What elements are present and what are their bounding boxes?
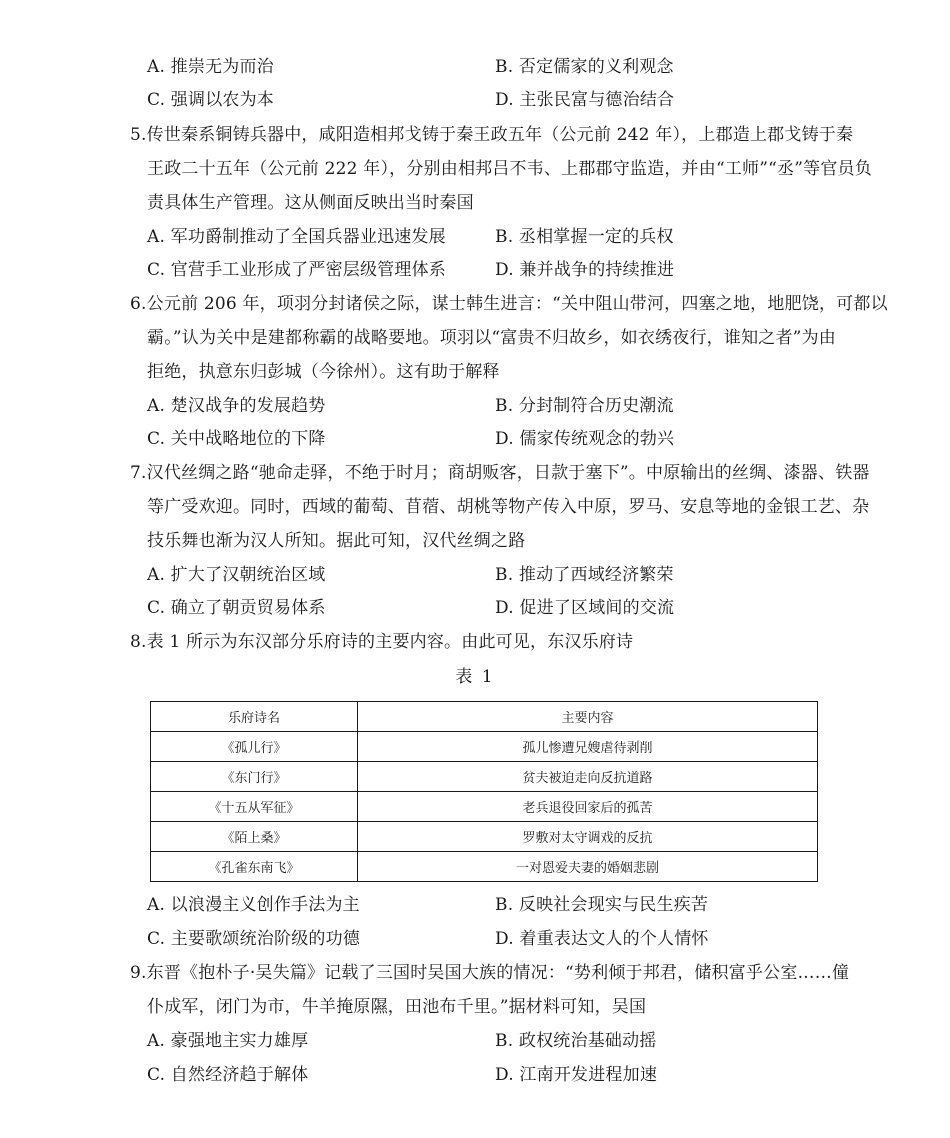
q7-stem-line-3: 技乐舞也渐为汉人所知。据此可知，汉代丝绸之路	[147, 531, 526, 551]
q5-option-d: D. 兼并战争的持续推进	[495, 260, 675, 280]
table-cell-content: 一对恩爱夫妻的婚姻悲剧	[358, 852, 818, 882]
table-header-main-content: 主要内容	[358, 702, 818, 732]
q4-option-b: B. 否定儒家的义利观念	[495, 57, 674, 77]
q6-stem-line-2: 霸。”认为关中是建都称霸的战略要地。项羽以“富贵不归故乡，如衣绣夜行，谁知之者”为由	[147, 328, 836, 348]
table-row	[151, 762, 818, 792]
q4-option-a: A. 推崇无为而治	[147, 57, 274, 77]
q6-option-c: C. 关中战略地位的下降	[147, 429, 326, 449]
table-row	[151, 852, 818, 882]
q6-option-b: B. 分封制符合历史潮流	[495, 396, 674, 416]
table-cell-poem: 《孔雀东南飞》	[151, 852, 358, 882]
table-cell-poem: 《东门行》	[151, 762, 358, 792]
table-header-poem-name: 乐府诗名	[151, 702, 358, 732]
q7-option-d: D. 促进了区域间的交流	[495, 598, 675, 618]
q9-stem-line-1: 9.东晋《抱朴子·吴失篇》记载了三国时吴国大族的情况：“势利倾于邦君，储积富乎公室……僮	[130, 963, 850, 983]
q9-option-b: B. 政权统治基础动摇	[495, 1031, 657, 1051]
q7-stem-line-1: 7.汉代丝绸之路“驰命走驿，不绝于时月；商胡贩客，日款于塞下”。中原输出的丝绸、漆器、铁器	[130, 463, 870, 483]
poems-table	[150, 701, 818, 882]
q5-stem-line-2: 王政二十五年（公元前 222 年），分别由相邦吕不韦、上郡郡守监造，并由“工师”“丞”等官员负	[147, 159, 872, 179]
q4-option-d: D. 主张民富与德治结合	[495, 90, 675, 110]
q8-option-a: A. 以浪漫主义创作手法为主	[147, 895, 360, 915]
q8-option-c: C. 主要歌颂统治阶级的功德	[147, 929, 361, 949]
table-row	[151, 822, 818, 852]
q8-option-b: B. 反映社会现实与民生疾苦	[495, 895, 709, 915]
q7-option-c: C. 确立了朝贡贸易体系	[147, 598, 326, 618]
q9-option-c: C. 自然经济趋于解体	[147, 1065, 309, 1085]
table-caption: 表 1	[455, 667, 495, 687]
q9-stem-line-2: 仆成军，闭门为市，牛羊掩原隰，田池布千里。”据材料可知，吴国	[147, 997, 647, 1017]
q5-option-c: C. 官营手工业形成了严密层级管理体系	[147, 260, 447, 280]
q9-option-a: A. 豪强地主实力雄厚	[147, 1031, 309, 1051]
table-row	[151, 732, 818, 762]
q6-stem-line-3: 拒绝，执意东归彭城（今徐州）。这有助于解释	[147, 362, 500, 382]
table-row	[151, 792, 818, 822]
q5-option-a: A. 军功爵制推动了全国兵器业迅速发展	[147, 227, 446, 247]
table-cell-content: 老兵退役回家后的孤苦	[358, 792, 818, 822]
table-cell-poem: 《陌上桑》	[151, 822, 358, 852]
q5-option-b: B. 丞相掌握一定的兵权	[495, 227, 674, 247]
q8-option-d: D. 着重表达文人的个人情怀	[495, 929, 709, 949]
table-header-row	[151, 702, 818, 732]
q6-stem-line-1: 6.公元前 206 年，项羽分封诸侯之际，谋士韩生进言：“关中阻山带河，四塞之地，地肥饶，可都以	[130, 294, 888, 314]
table-cell-content: 孤儿惨遭兄嫂虐待剥削	[358, 732, 818, 762]
q8-stem-line-1: 8.表 1 所示为东汉部分乐府诗的主要内容。由此可见，东汉乐府诗	[130, 632, 634, 652]
table-cell-poem: 《孤儿行》	[151, 732, 358, 762]
q6-option-d: D. 儒家传统观念的勃兴	[495, 429, 675, 449]
q6-option-a: A. 楚汉战争的发展趋势	[147, 396, 326, 416]
q5-stem-line-3: 责具体生产管理。这从侧面反映出当时秦国	[147, 193, 474, 213]
table-cell-content: 贫夫被迫走向反抗道路	[358, 762, 818, 792]
q7-option-a: A. 扩大了汉朝统治区域	[147, 565, 326, 585]
q7-option-b: B. 推动了西域经济繁荣	[495, 565, 674, 585]
table-cell-poem: 《十五从军征》	[151, 792, 358, 822]
table-cell-content: 罗敷对太守调戏的反抗	[358, 822, 818, 852]
q5-stem-line-1: 5.传世秦系铜铸兵器中，咸阳造相邦戈铸于秦王政五年（公元前 242 年），上郡造上郡戈铸于秦	[130, 125, 854, 145]
q9-option-d: D. 江南开发进程加速	[495, 1065, 658, 1085]
q4-option-c: C. 强调以农为本	[147, 90, 275, 110]
q7-stem-line-2: 等广受欢迎。同时，西域的葡萄、苜蓿、胡桃等物产传入中原，罗马、安息等地的金银工艺、杂	[147, 497, 870, 517]
